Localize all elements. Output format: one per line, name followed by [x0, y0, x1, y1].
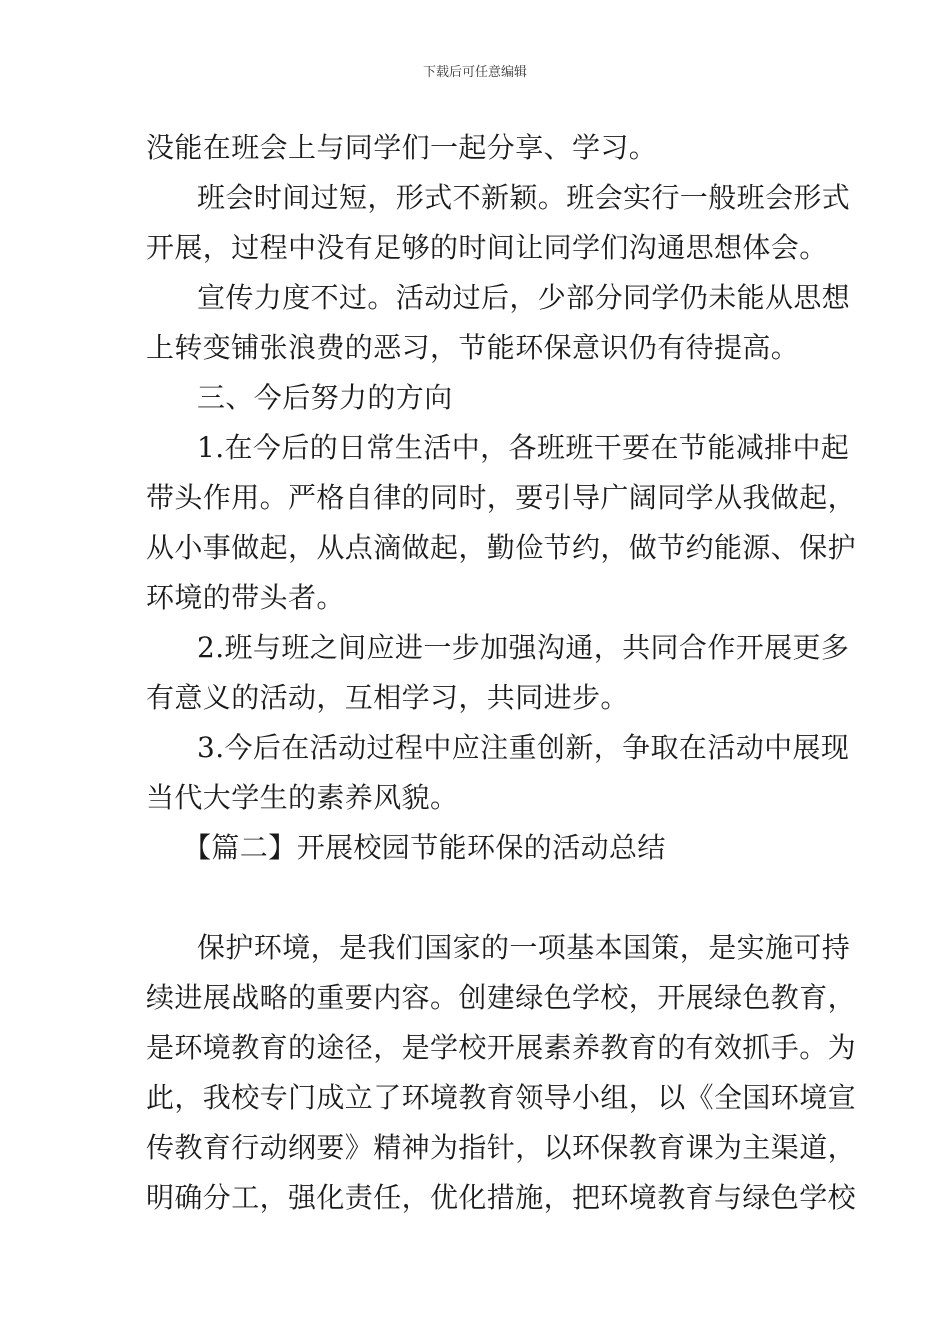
text-line: 2.班与班之间应进一步加强沟通，共同合作开展更多 [197, 631, 850, 664]
text-line: 有意义的活动，互相学习，共同进步。 [146, 681, 629, 714]
section-title: 【篇二】开展校园节能环保的活动总结 [183, 831, 666, 864]
text-line: 上转变铺张浪费的恶习，节能环保意识仍有待提高。 [146, 331, 800, 364]
text-line: 是环境教育的途径，是学校开展素养教育的有效抓手。为 [146, 1031, 857, 1064]
text-line: 续进展战略的重要内容。创建绿色学校，开展绿色教育， [146, 981, 857, 1014]
text-line: 开展，过程中没有足够的时间让同学们沟通思想体会。 [146, 231, 828, 264]
text-line: 当代大学生的素养风貌。 [146, 781, 459, 814]
text-line: 3.今后在活动过程中应注重创新，争取在活动中展现 [197, 731, 850, 764]
section-heading: 三、今后努力的方向 [197, 381, 453, 414]
text-line: 班会时间过短，形式不新颖。班会实行一般班会形式 [197, 181, 851, 214]
text-line: 1.在今后的日常生活中，各班班干要在节能减排中起 [197, 431, 850, 464]
text-line: 宣传力度不过。活动过后，少部分同学仍未能从思想 [197, 281, 851, 314]
text-line: 明确分工，强化责任，优化措施，把环境教育与绿色学校 [146, 1181, 857, 1214]
page-header: 下载后可任意编辑 [422, 65, 527, 80]
text-line: 带头作用。严格自律的同时，要引导广阔同学从我做起， [146, 481, 857, 514]
text-line: 此，我校专门成立了环境教育领导小组，以《全国环境宣 [146, 1081, 857, 1114]
text-line: 从小事做起，从点滴做起，勤俭节约，做节约能源、保护 [146, 531, 857, 564]
text-line: 保护环境，是我们国家的一项基本国策，是实施可持 [197, 931, 851, 964]
text-line: 传教育行动纲要》精神为指针，以环保教育课为主渠道， [146, 1131, 857, 1164]
text-line: 环境的带头者。 [146, 581, 345, 614]
text-line: 没能在班会上与同学们一起分享、学习。 [146, 131, 658, 164]
